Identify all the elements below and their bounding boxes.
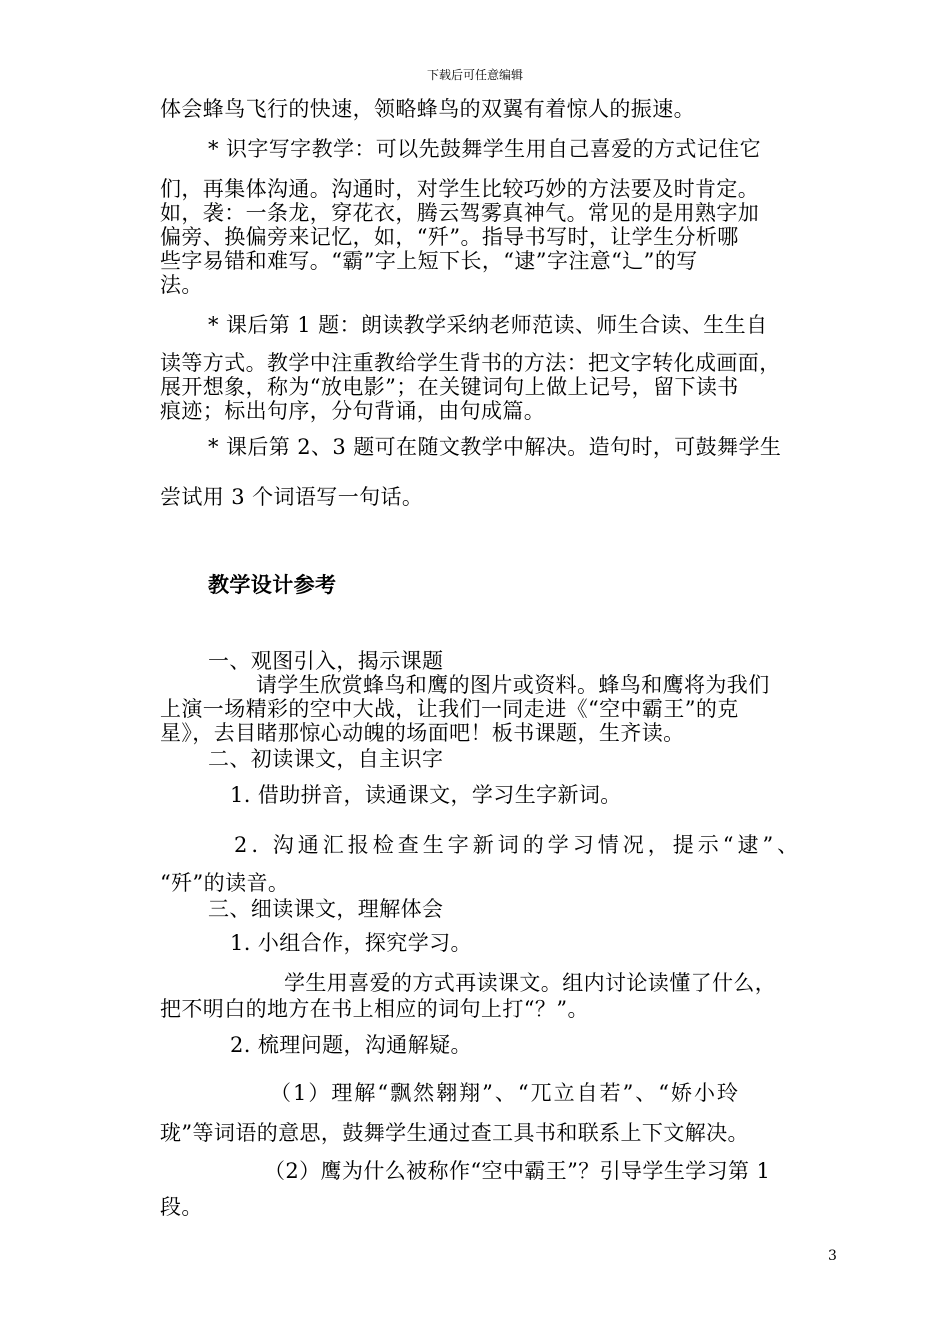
text-line: * 识字写字教学：可以先鼓舞学生用自己喜爱的方式记住它 bbox=[208, 137, 761, 161]
text-line: 体会蜂鸟飞行的快速，领略蜂鸟的双翼有着惊人的振速。 bbox=[160, 97, 695, 121]
text-line: 请学生欣赏蜂鸟和鹰的图片或资料。蜂鸟和鹰将为我们 bbox=[256, 673, 770, 697]
text-line: 把不明白的地方在书上相应的词句上打“？”。 bbox=[160, 997, 589, 1021]
text-line: 1. 小组合作，探究学习。 bbox=[230, 931, 472, 955]
text-line: 星》，去目睹那惊心动魄的场面吧！板书课题，生齐读。 bbox=[160, 721, 685, 745]
text-line: 痕迹；标出句序，分句背诵，由句成篇。 bbox=[160, 399, 546, 423]
text-line: 三、细读课文，理解体会 bbox=[208, 897, 444, 921]
text-line: （1）理解“飘然翱翔”、“兀立自若”、“娇小玲 bbox=[270, 1081, 741, 1105]
page-number: 3 bbox=[828, 1248, 837, 1264]
text-line: * 课后第 2、3 题可在随文教学中解决。造句时，可鼓舞学生 bbox=[208, 435, 782, 459]
text-line: 段。 bbox=[160, 1195, 203, 1219]
text-line: * 课后第 1 题：朗读教学采纳老师范读、师生合读、生生自 bbox=[208, 313, 768, 337]
text-line: 展开想象，称为“放电影”；在关键词句上做上记号，留下读书 bbox=[160, 375, 739, 399]
text-line: 些字易错和难写。“霸”字上短下长，“逮”字注意“辶”的写 bbox=[160, 249, 698, 273]
text-line: 尝试用 3 个词语写一句话。 bbox=[160, 485, 424, 509]
text-line: 学生用喜爱的方式再读课文。组内讨论读懂了什么， bbox=[284, 971, 777, 995]
text-line: 珑”等词语的意思，鼓舞学生通过查工具书和联系上下文解决。 bbox=[160, 1121, 749, 1145]
section-heading: 教学设计参考 bbox=[208, 572, 337, 597]
text-line: 2. 沟通汇报检查生字新词的学习情况，提示“逮”、 bbox=[234, 833, 803, 857]
text-line: 们，再集体沟通。沟通时，对学生比较巧妙的方法要及时肯定。 bbox=[160, 177, 760, 201]
text-line: 1. 借助拼音，读通课文，学习生字新词。 bbox=[230, 783, 622, 807]
text-line: 一、观图引入，揭示课题 bbox=[208, 649, 444, 673]
text-line: 偏旁、换偏旁来记忆，如，“歼”。指导书写时，让学生分析哪 bbox=[160, 225, 739, 249]
page-header: 下载后可任意编辑 bbox=[426, 68, 523, 82]
text-line: 如，袭：一条龙，穿花衣，腾云驾雾真神气。常见的是用熟字加 bbox=[160, 201, 760, 225]
text-line: 上演一场精彩的空中大战，让我们一同走进《“空中霸王”的克 bbox=[160, 697, 739, 721]
text-line: （2）鹰为什么被称作“空中霸王”？引导学生学习第 1 bbox=[264, 1159, 771, 1183]
text-line: 二、初读课文，自主识字 bbox=[208, 747, 444, 771]
text-line: 法。 bbox=[160, 273, 203, 297]
text-line: 读等方式。教学中注重教给学生背书的方法：把文字转化成画面， bbox=[160, 351, 781, 375]
text-line: 2. 梳理问题，沟通解疑。 bbox=[230, 1033, 472, 1057]
text-line: “歼”的读音。 bbox=[160, 871, 290, 895]
